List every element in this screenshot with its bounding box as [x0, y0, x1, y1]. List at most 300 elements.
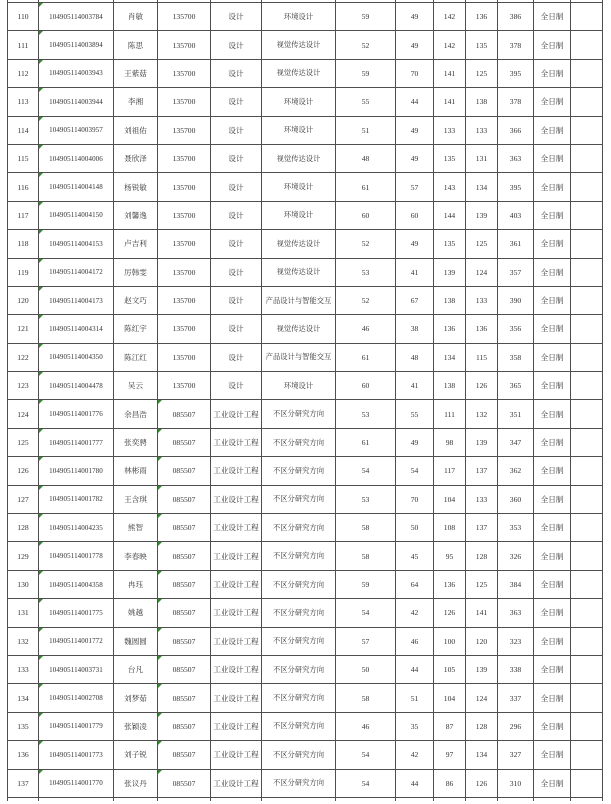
cell-score4[interactable]: 133	[466, 116, 498, 144]
cell-direction[interactable]: 不区分研究方向	[262, 741, 336, 769]
cell-major[interactable]: 工业设计工程	[211, 741, 262, 769]
cell-score1[interactable]: 53	[336, 485, 396, 513]
cell-score1[interactable]: 54	[336, 741, 396, 769]
cell-direction[interactable]: 不区分研究方向	[262, 570, 336, 598]
cell-score3[interactable]: 87	[434, 712, 466, 740]
cell-major[interactable]: 工业设计工程	[211, 428, 262, 456]
cell-name[interactable]: 刘馨逸	[114, 201, 158, 229]
cell-row-number[interactable]: 119	[8, 258, 39, 286]
cell-score2[interactable]: 49	[396, 31, 434, 59]
cell-name[interactable]: 冉珏	[114, 570, 158, 598]
cell-direction[interactable]: 视觉传达设计	[262, 230, 336, 258]
cell-candidate-id[interactable]: 104905114001777	[39, 428, 114, 456]
cell-major-code[interactable]: 135700	[158, 258, 211, 286]
cell-score3[interactable]: 97	[434, 741, 466, 769]
cell-study-type[interactable]: 全日制	[534, 144, 571, 172]
cell-major-code[interactable]: 135700	[158, 31, 211, 59]
cell-score2[interactable]: 48	[396, 343, 434, 371]
cell-score4[interactable]: 126	[466, 769, 498, 797]
cell-name[interactable]: 王含琪	[114, 485, 158, 513]
cell-row-number[interactable]: 131	[8, 599, 39, 627]
cell-score3[interactable]: 86	[434, 769, 466, 797]
cell-name[interactable]: 魏圆圆	[114, 627, 158, 655]
cell-name[interactable]: 刘祖佑	[114, 116, 158, 144]
cell-empty[interactable]	[571, 514, 603, 542]
cell-score2[interactable]: 51	[396, 684, 434, 712]
cell-direction[interactable]: 环境设计	[262, 88, 336, 116]
cell-total-score[interactable]: 390	[498, 286, 534, 314]
cell-direction[interactable]: 不区分研究方向	[262, 457, 336, 485]
cell-score1[interactable]: 50	[336, 655, 396, 683]
cell-score4[interactable]: 125	[466, 59, 498, 87]
cell-score2[interactable]: 44	[396, 88, 434, 116]
cell-score4[interactable]: 124	[466, 684, 498, 712]
cell-empty[interactable]	[571, 315, 603, 343]
cell-empty[interactable]	[571, 400, 603, 428]
cell-major-code[interactable]: 135700	[158, 144, 211, 172]
cell-score1[interactable]: 57	[336, 627, 396, 655]
cell-score2[interactable]: 49	[396, 428, 434, 456]
cell-row-number[interactable]: 113	[8, 88, 39, 116]
cell-candidate-id[interactable]: 104905114003894	[39, 31, 114, 59]
cell-candidate-id[interactable]: 104905114003731	[39, 655, 114, 683]
cell-score1[interactable]: 58	[336, 542, 396, 570]
cell-name[interactable]: 熊智	[114, 514, 158, 542]
cell-total-score[interactable]: 358	[498, 343, 534, 371]
cell-candidate-id[interactable]: 104905114004350	[39, 343, 114, 371]
cell-direction[interactable]: 不区分研究方向	[262, 627, 336, 655]
cell-candidate-id[interactable]: 104905114001776	[39, 400, 114, 428]
cell-score3[interactable]: 104	[434, 684, 466, 712]
cell-score2[interactable]: 57	[396, 173, 434, 201]
cell-row-number[interactable]: 116	[8, 173, 39, 201]
cell-row-number[interactable]: 124	[8, 400, 39, 428]
cell-score3[interactable]: 143	[434, 173, 466, 201]
cell-candidate-id[interactable]: 104905114001770	[39, 769, 114, 797]
cell-empty[interactable]	[571, 230, 603, 258]
cell-study-type[interactable]: 全日制	[534, 59, 571, 87]
cell-major-code[interactable]: 135700	[158, 3, 211, 31]
cell-row-number[interactable]: 110	[8, 3, 39, 31]
cell-score2[interactable]: 41	[396, 372, 434, 400]
cell-empty[interactable]	[571, 173, 603, 201]
cell-candidate-id[interactable]: 104905114003784	[39, 3, 114, 31]
cell-score4[interactable]: 128	[466, 542, 498, 570]
cell-major-code[interactable]: 085507	[158, 485, 211, 513]
cell-score4[interactable]: 132	[466, 400, 498, 428]
cell-major[interactable]: 工业设计工程	[211, 400, 262, 428]
cell-score3[interactable]: 108	[434, 514, 466, 542]
cell-major[interactable]: 工业设计工程	[211, 485, 262, 513]
cell-direction[interactable]: 视觉传达设计	[262, 144, 336, 172]
cell-direction[interactable]: 环境设计	[262, 3, 336, 31]
cell-row-number[interactable]: 117	[8, 201, 39, 229]
cell-score1[interactable]: 46	[336, 315, 396, 343]
cell-score2[interactable]: 55	[396, 400, 434, 428]
cell-score1[interactable]: 61	[336, 173, 396, 201]
cell-name[interactable]: 刘子锐	[114, 741, 158, 769]
cell-major-code[interactable]: 135700	[158, 372, 211, 400]
cell-total-score[interactable]: 353	[498, 514, 534, 542]
cell-empty[interactable]	[571, 655, 603, 683]
cell-direction[interactable]: 产品设计与智能交互	[262, 286, 336, 314]
cell-score2[interactable]: 42	[396, 599, 434, 627]
cell-major-code[interactable]: 135700	[158, 116, 211, 144]
cell-major[interactable]: 设计	[211, 59, 262, 87]
cell-direction[interactable]: 视觉传达设计	[262, 315, 336, 343]
cell-empty[interactable]	[571, 3, 603, 31]
cell-candidate-id[interactable]: 104905114003943	[39, 59, 114, 87]
cell-major[interactable]: 设计	[211, 315, 262, 343]
cell-candidate-id[interactable]: 104905114004006	[39, 144, 114, 172]
cell-candidate-id[interactable]: 104905114001782	[39, 485, 114, 513]
cell-empty[interactable]	[571, 201, 603, 229]
cell-major-code[interactable]: 085507	[158, 741, 211, 769]
cell-name[interactable]: 台凡	[114, 655, 158, 683]
cell-score2[interactable]: 44	[396, 769, 434, 797]
cell-score3[interactable]: 126	[434, 599, 466, 627]
cell-score1[interactable]: 54	[336, 457, 396, 485]
cell-name[interactable]: 杨锐敏	[114, 173, 158, 201]
cell-study-type[interactable]: 全日制	[534, 201, 571, 229]
cell-empty[interactable]	[571, 144, 603, 172]
cell-score1[interactable]: 55	[336, 88, 396, 116]
cell-direction[interactable]: 不区分研究方向	[262, 599, 336, 627]
cell-study-type[interactable]: 全日制	[534, 88, 571, 116]
cell-direction[interactable]: 视觉传达设计	[262, 59, 336, 87]
cell-candidate-id[interactable]: 104905114001772	[39, 627, 114, 655]
cell-total-score[interactable]: 365	[498, 372, 534, 400]
cell-name[interactable]: 陈红宇	[114, 315, 158, 343]
cell-empty[interactable]	[571, 258, 603, 286]
cell-name[interactable]: 卢吉利	[114, 230, 158, 258]
cell-major-code[interactable]: 135700	[158, 286, 211, 314]
cell-direction[interactable]: 环境设计	[262, 173, 336, 201]
cell-major-code[interactable]: 135700	[158, 201, 211, 229]
cell-major-code[interactable]: 135700	[158, 173, 211, 201]
cell-empty[interactable]	[571, 570, 603, 598]
cell-major[interactable]: 工业设计工程	[211, 542, 262, 570]
cell-row-number[interactable]: 126	[8, 457, 39, 485]
cell-score3[interactable]: 111	[434, 400, 466, 428]
cell-score2[interactable]: 46	[396, 627, 434, 655]
cell-total-score[interactable]: 378	[498, 88, 534, 116]
cell-study-type[interactable]: 全日制	[534, 769, 571, 797]
cell-major[interactable]: 工业设计工程	[211, 457, 262, 485]
cell-score2[interactable]: 54	[396, 457, 434, 485]
cell-study-type[interactable]: 全日制	[534, 655, 571, 683]
cell-score3[interactable]: 135	[434, 230, 466, 258]
cell-score4[interactable]: 115	[466, 343, 498, 371]
cell-score2[interactable]: 49	[396, 144, 434, 172]
cell-major[interactable]: 设计	[211, 173, 262, 201]
cell-row-number[interactable]: 115	[8, 144, 39, 172]
cell-score4[interactable]: 125	[466, 570, 498, 598]
cell-study-type[interactable]: 全日制	[534, 400, 571, 428]
cell-direction[interactable]: 不区分研究方向	[262, 542, 336, 570]
cell-score4[interactable]: 139	[466, 655, 498, 683]
cell-direction[interactable]: 环境设计	[262, 372, 336, 400]
cell-total-score[interactable]: 395	[498, 59, 534, 87]
cell-row-number[interactable]: 127	[8, 485, 39, 513]
cell-study-type[interactable]: 全日制	[534, 372, 571, 400]
cell-score1[interactable]: 46	[336, 712, 396, 740]
cell-candidate-id[interactable]: 104905114001780	[39, 457, 114, 485]
cell-row-number[interactable]: 136	[8, 741, 39, 769]
cell-empty[interactable]	[571, 599, 603, 627]
cell-candidate-id[interactable]: 104905114004235	[39, 514, 114, 542]
cell-major[interactable]: 工业设计工程	[211, 627, 262, 655]
cell-total-score[interactable]: 357	[498, 258, 534, 286]
cell-total-score[interactable]: 403	[498, 201, 534, 229]
cell-score2[interactable]: 70	[396, 485, 434, 513]
cell-score4[interactable]: 135	[466, 31, 498, 59]
cell-row-number[interactable]: 125	[8, 428, 39, 456]
cell-score1[interactable]: 52	[336, 230, 396, 258]
cell-direction[interactable]: 产品设计与智能交互	[262, 343, 336, 371]
cell-direction[interactable]: 环境设计	[262, 116, 336, 144]
cell-total-score[interactable]: 363	[498, 599, 534, 627]
cell-major-code[interactable]: 085507	[158, 712, 211, 740]
cell-major[interactable]: 设计	[211, 372, 262, 400]
cell-score3[interactable]: 139	[434, 258, 466, 286]
cell-score2[interactable]: 41	[396, 258, 434, 286]
cell-empty[interactable]	[571, 116, 603, 144]
cell-score4[interactable]: 131	[466, 144, 498, 172]
cell-score1[interactable]: 60	[336, 372, 396, 400]
cell-score1[interactable]: 52	[336, 31, 396, 59]
cell-study-type[interactable]: 全日制	[534, 258, 571, 286]
cell-name[interactable]: 肖敏	[114, 3, 158, 31]
cell-major[interactable]: 工业设计工程	[211, 712, 262, 740]
cell-total-score[interactable]: 347	[498, 428, 534, 456]
cell-total-score[interactable]: 395	[498, 173, 534, 201]
cell-row-number[interactable]: 128	[8, 514, 39, 542]
cell-major-code[interactable]: 085507	[158, 599, 211, 627]
cell-name[interactable]: 姚越	[114, 599, 158, 627]
cell-name[interactable]: 李湘	[114, 88, 158, 116]
cell-major-code[interactable]: 135700	[158, 88, 211, 116]
cell-study-type[interactable]: 全日制	[534, 599, 571, 627]
cell-major[interactable]: 工业设计工程	[211, 514, 262, 542]
cell-study-type[interactable]: 全日制	[534, 741, 571, 769]
cell-score3[interactable]: 142	[434, 31, 466, 59]
cell-total-score[interactable]: 337	[498, 684, 534, 712]
cell-score4[interactable]: 136	[466, 315, 498, 343]
cell-candidate-id[interactable]: 104905114001779	[39, 712, 114, 740]
cell-major[interactable]: 设计	[211, 88, 262, 116]
cell-row-number[interactable]: 132	[8, 627, 39, 655]
cell-row-number[interactable]: 134	[8, 684, 39, 712]
cell-total-score[interactable]: 338	[498, 655, 534, 683]
cell-total-score[interactable]: 323	[498, 627, 534, 655]
cell-major-code[interactable]: 135700	[158, 315, 211, 343]
cell-direction[interactable]: 视觉传达设计	[262, 31, 336, 59]
cell-row-number[interactable]: 112	[8, 59, 39, 87]
cell-total-score[interactable]: 363	[498, 144, 534, 172]
cell-empty[interactable]	[571, 88, 603, 116]
cell-candidate-id[interactable]: 104905114004478	[39, 372, 114, 400]
cell-empty[interactable]	[571, 59, 603, 87]
cell-score4[interactable]: 139	[466, 201, 498, 229]
cell-score1[interactable]: 58	[336, 684, 396, 712]
cell-score2[interactable]: 60	[396, 201, 434, 229]
cell-major[interactable]: 设计	[211, 343, 262, 371]
cell-major-code[interactable]: 085507	[158, 655, 211, 683]
cell-row-number[interactable]: 133	[8, 655, 39, 683]
cell-score4[interactable]: 141	[466, 599, 498, 627]
cell-candidate-id[interactable]: 104905114004148	[39, 173, 114, 201]
cell-candidate-id[interactable]: 104905114004358	[39, 570, 114, 598]
cell-score2[interactable]: 42	[396, 741, 434, 769]
cell-study-type[interactable]: 全日制	[534, 514, 571, 542]
cell-name[interactable]: 张颖凌	[114, 712, 158, 740]
cell-empty[interactable]	[571, 286, 603, 314]
cell-empty[interactable]	[571, 428, 603, 456]
cell-row-number[interactable]: 130	[8, 570, 39, 598]
cell-total-score[interactable]: 296	[498, 712, 534, 740]
cell-study-type[interactable]: 全日制	[534, 230, 571, 258]
cell-score2[interactable]: 35	[396, 712, 434, 740]
cell-major-code[interactable]: 085507	[158, 627, 211, 655]
cell-study-type[interactable]: 全日制	[534, 315, 571, 343]
cell-name[interactable]: 吴云	[114, 372, 158, 400]
cell-empty[interactable]	[571, 372, 603, 400]
cell-major[interactable]: 工业设计工程	[211, 570, 262, 598]
cell-score2[interactable]: 49	[396, 116, 434, 144]
cell-score4[interactable]: 120	[466, 627, 498, 655]
cell-major[interactable]: 设计	[211, 201, 262, 229]
cell-score3[interactable]: 98	[434, 428, 466, 456]
cell-candidate-id[interactable]: 104905114002708	[39, 684, 114, 712]
cell-major-code[interactable]: 085507	[158, 514, 211, 542]
cell-score1[interactable]: 59	[336, 59, 396, 87]
cell-score3[interactable]: 134	[434, 343, 466, 371]
cell-score2[interactable]: 67	[396, 286, 434, 314]
cell-major-code[interactable]: 135700	[158, 230, 211, 258]
cell-score2[interactable]: 50	[396, 514, 434, 542]
cell-row-number[interactable]: 120	[8, 286, 39, 314]
cell-name[interactable]: 陈思	[114, 31, 158, 59]
cell-direction[interactable]: 环境设计	[262, 201, 336, 229]
cell-direction[interactable]: 不区分研究方向	[262, 485, 336, 513]
cell-total-score[interactable]: 366	[498, 116, 534, 144]
cell-study-type[interactable]: 全日制	[534, 570, 571, 598]
cell-study-type[interactable]: 全日制	[534, 116, 571, 144]
cell-direction[interactable]: 不区分研究方向	[262, 428, 336, 456]
cell-direction[interactable]: 不区分研究方向	[262, 684, 336, 712]
cell-candidate-id[interactable]: 104905114001775	[39, 599, 114, 627]
cell-study-type[interactable]: 全日制	[534, 684, 571, 712]
cell-major-code[interactable]: 135700	[158, 343, 211, 371]
cell-name[interactable]: 刘梦茹	[114, 684, 158, 712]
cell-score3[interactable]: 95	[434, 542, 466, 570]
cell-direction[interactable]: 不区分研究方向	[262, 712, 336, 740]
cell-candidate-id[interactable]: 104905114004314	[39, 315, 114, 343]
cell-score2[interactable]: 44	[396, 655, 434, 683]
cell-score1[interactable]: 61	[336, 428, 396, 456]
cell-major-code[interactable]: 085507	[158, 428, 211, 456]
cell-row-number[interactable]: 122	[8, 343, 39, 371]
cell-total-score[interactable]: 378	[498, 31, 534, 59]
cell-total-score[interactable]: 327	[498, 741, 534, 769]
cell-name[interactable]: 林彬雨	[114, 457, 158, 485]
cell-score3[interactable]: 100	[434, 627, 466, 655]
cell-score4[interactable]: 137	[466, 514, 498, 542]
cell-major[interactable]: 工业设计工程	[211, 655, 262, 683]
cell-score2[interactable]: 38	[396, 315, 434, 343]
cell-total-score[interactable]: 360	[498, 485, 534, 513]
cell-score3[interactable]: 141	[434, 59, 466, 87]
cell-empty[interactable]	[571, 343, 603, 371]
cell-major[interactable]: 设计	[211, 3, 262, 31]
cell-study-type[interactable]: 全日制	[534, 428, 571, 456]
cell-major-code[interactable]: 085507	[158, 457, 211, 485]
cell-row-number[interactable]: 129	[8, 542, 39, 570]
cell-major[interactable]: 工业设计工程	[211, 769, 262, 797]
cell-score3[interactable]: 141	[434, 88, 466, 116]
cell-score4[interactable]: 126	[466, 372, 498, 400]
cell-empty[interactable]	[571, 741, 603, 769]
cell-major-code[interactable]: 085507	[158, 769, 211, 797]
cell-major-code[interactable]: 085507	[158, 400, 211, 428]
cell-score1[interactable]: 53	[336, 400, 396, 428]
cell-score4[interactable]: 138	[466, 88, 498, 116]
cell-score1[interactable]: 59	[336, 3, 396, 31]
cell-name[interactable]: 赵文巧	[114, 286, 158, 314]
cell-study-type[interactable]: 全日制	[534, 542, 571, 570]
cell-direction[interactable]: 不区分研究方向	[262, 769, 336, 797]
cell-candidate-id[interactable]: 104905114001773	[39, 741, 114, 769]
cell-study-type[interactable]: 全日制	[534, 173, 571, 201]
cell-empty[interactable]	[571, 31, 603, 59]
cell-score1[interactable]: 59	[336, 570, 396, 598]
cell-score4[interactable]: 133	[466, 485, 498, 513]
cell-total-score[interactable]: 356	[498, 315, 534, 343]
cell-row-number[interactable]: 137	[8, 769, 39, 797]
cell-study-type[interactable]: 全日制	[534, 457, 571, 485]
cell-major[interactable]: 设计	[211, 230, 262, 258]
cell-score3[interactable]: 117	[434, 457, 466, 485]
cell-score3[interactable]: 136	[434, 570, 466, 598]
cell-empty[interactable]	[571, 457, 603, 485]
cell-name[interactable]: 王紫菇	[114, 59, 158, 87]
cell-total-score[interactable]: 386	[498, 3, 534, 31]
cell-score3[interactable]: 142	[434, 3, 466, 31]
cell-score3[interactable]: 138	[434, 372, 466, 400]
cell-direction[interactable]: 不区分研究方向	[262, 655, 336, 683]
cell-row-number[interactable]: 111	[8, 31, 39, 59]
cell-major[interactable]: 工业设计工程	[211, 684, 262, 712]
cell-total-score[interactable]: 362	[498, 457, 534, 485]
cell-candidate-id[interactable]: 104905114003957	[39, 116, 114, 144]
cell-candidate-id[interactable]: 104905114003944	[39, 88, 114, 116]
cell-study-type[interactable]: 全日制	[534, 627, 571, 655]
cell-row-number[interactable]: 135	[8, 712, 39, 740]
cell-score3[interactable]: 105	[434, 655, 466, 683]
cell-score3[interactable]: 135	[434, 144, 466, 172]
cell-score2[interactable]: 64	[396, 570, 434, 598]
cell-row-number[interactable]: 118	[8, 230, 39, 258]
cell-name[interactable]: 李春映	[114, 542, 158, 570]
cell-major-code[interactable]: 085507	[158, 684, 211, 712]
cell-study-type[interactable]: 全日制	[534, 286, 571, 314]
cell-study-type[interactable]: 全日制	[534, 712, 571, 740]
cell-score4[interactable]: 134	[466, 741, 498, 769]
cell-score4[interactable]: 136	[466, 3, 498, 31]
cell-major-code[interactable]: 085507	[158, 542, 211, 570]
cell-empty[interactable]	[571, 485, 603, 513]
